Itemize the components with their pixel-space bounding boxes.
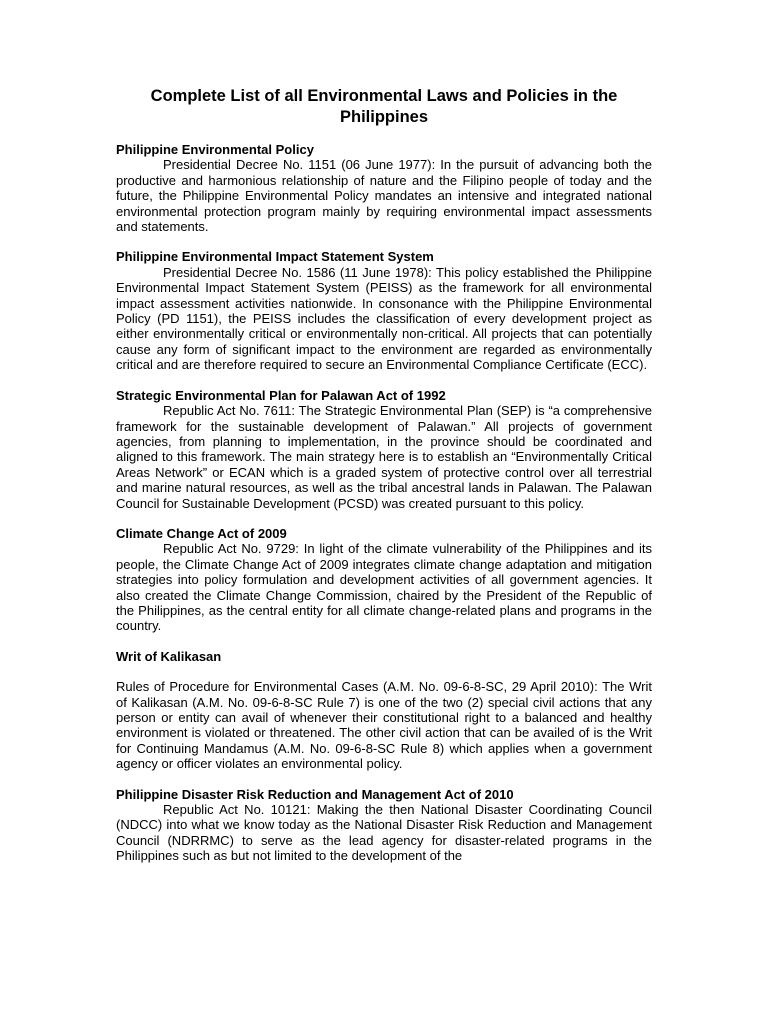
section-heading: Writ of Kalikasan (116, 648, 222, 664)
section-body: Republic Act No. 7611: The Strategic Environmental Plan (SEP) is “a comprehensive framework for the sustainable development of Palawan.” All projects of government agencies, from planning to implementation, in the province should be coordinated and aligned to this framework. The main strategy here is to establish an “Environmentally Critical Areas Network” or ECAN which is a graded system of protective control over all terrestrial and marine natural resources, as well as the tribal ancestral lands in Palawan. The Palawan Council for Sustainable Development (PCSD) was created pursuant to this policy. (116, 403, 652, 511)
section-climate-change-act (116, 526, 652, 634)
section-heading: Philippine Disaster Risk Reduction and Management Act of 2010 (116, 786, 514, 802)
document-page (116, 86, 652, 879)
document-title: Complete List of all Environmental Laws and Policies in the Philippines (150, 87, 618, 126)
section-heading: Climate Change Act of 2009 (116, 525, 287, 541)
section-heading: Philippine Environmental Impact Statement System (116, 249, 434, 265)
section-environmental-impact-statement-system (116, 249, 652, 372)
section-strategic-environmental-plan-palawan (116, 388, 652, 511)
section-heading: Philippine Environmental Policy (116, 142, 314, 157)
section-disaster-risk-reduction-act (116, 787, 652, 864)
section-body: Rules of Procedure for Environmental Cases (A.M. No. 09-6-8-SC, 29 April 2010): The Writ of Kalikasan (A.M. No. 09-6-8-SC Rule 7) is one of the two (2) special civil actions that any person or entity can avail of whenever their constitutional right to a balanced and healthy environment is violated or threatened. The other civil action that can be availed of is the Writ for Continuing Mandamus (A.M. No. 09-6-8-SC Rule 8) which applies when a government agency or officer violates an environmental policy. (116, 679, 652, 772)
section-writ-of-kalikasan (116, 649, 652, 772)
section-body: Republic Act No. 10121: Making the then National Disaster Coordinating Council (NDCC) into what we know today as the National Disaster Risk Reduction and Management Council (NDRRMC) to serve as the lead agency for disaster-related programs in the Philippines such as but not limited to the development of the (116, 802, 652, 864)
section-heading: Strategic Environmental Plan for Palawan Act of 1992 (116, 387, 446, 403)
section-philippine-environmental-policy (116, 142, 652, 234)
section-body: Republic Act No. 9729: In light of the climate vulnerability of the Philippines and its people, the Climate Change Act of 2009 integrates climate change adaptation and mitigation strategies into policy formulation and development activities of all government agencies. It also created the Climate Change Commission, chaired by the President of the Republic of the Philippines, as the central entity for all climate change-related plans and programs in the country. (116, 541, 652, 634)
section-body: Presidential Decree No. 1151 (06 June 1977): In the pursuit of advancing both the productive and harmonious relationship of nature and the Filipino people of today and the future, the Philippine Environmental Policy mandates an intensive and integrated national environmental protection program mainly by requiring environmental impact assessments and statements. (116, 157, 652, 235)
section-body: Presidential Decree No. 1586 (11 June 1978): This policy established the Philippine Environmental Impact Statement System (PEISS) as the framework for all environmental impact assessment activities nationwide. In consonance with the Philippine Environmental Policy (PD 1151), the PEISS includes the classification of every development project as either environmentally critical or environmentally non-critical. All projects that can potentially cause any form of significant impact to the environment are regarded as environmentally critical and are therefore required to secure an Environmental Compliance Certificate (ECC). (116, 264, 652, 373)
